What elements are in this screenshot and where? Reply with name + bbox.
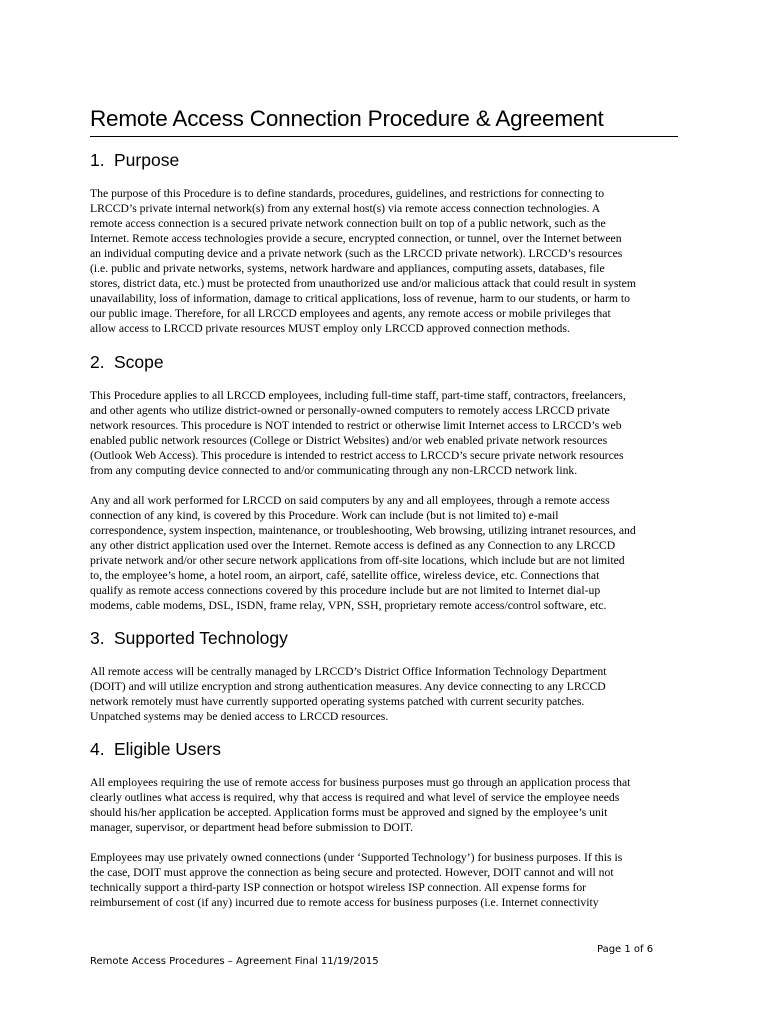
section-number: 2. — [90, 352, 105, 372]
paragraph — [90, 664, 606, 724]
section-heading-eligible-users — [90, 738, 221, 760]
paragraph-line: unavailability, loss of information, damage to critical applications, loss of revenue, harm to our students, or harm to — [90, 292, 630, 306]
paragraph-line: allow access to LRCCD private resources MUST employ only LRCCD approved connection methods. — [90, 322, 570, 336]
section-title: Scope — [114, 352, 164, 372]
section-heading-purpose — [90, 149, 179, 171]
section-title: Eligible Users — [114, 739, 221, 759]
paragraph-line: an individual computing device and a private network (such as the LRCCD private network). LRCCD’s resources — [90, 247, 623, 261]
paragraph-line: Internet. Remote access technologies provide a secure, encrypted connection, or tunnel, over the Internet between — [90, 232, 622, 246]
paragraph-line: LRCCD’s private internal network(s) from any external host(s) via remote access connection technologies. A — [90, 202, 601, 216]
paragraph — [90, 186, 636, 336]
paragraph-line: the case, DOIT must approve the connection as being secure and protected. However, DOIT cannot and will not — [90, 866, 614, 880]
paragraph-line: enabled public network resources (College or District Websites) and/or web enabled private network resources — [90, 434, 608, 448]
paragraph-line: Employees may use privately owned connections (under ‘Supported Technology’) for business purposes. If this is — [90, 851, 623, 864]
paragraph-line: network resources. This procedure is NOT intended to restrict or otherwise limit Internet access to LRCCD’s web — [90, 419, 622, 433]
paragraph-line: clearly outlines what access is required, why that access is required and what level of service the employee needs — [90, 791, 620, 805]
paragraph — [90, 775, 630, 835]
paragraph-line: our public image. Therefore, for all LRCCD employees and agents, any remote access or mobile privileges that — [90, 307, 611, 321]
paragraph-line: Unpatched systems may be denied access to LRCCD resources. — [90, 710, 389, 724]
paragraph-line: and other agents who utilize district-owned or personally-owned computers to remotely access LRCCD private — [90, 404, 610, 418]
section-number: 1. — [90, 150, 105, 170]
paragraph-line: The purpose of this Procedure is to define standards, procedures, guidelines, and restrictions for connecting to — [90, 187, 605, 200]
paragraph-line: Any and all work performed for LRCCD on said computers by any and all employees, through a remote access — [90, 494, 610, 507]
paragraph-line: (Outlook Web Access). This procedure is intended to restrict access to LRCCD’s secure private network resources — [90, 449, 624, 463]
paragraph-line: technically support a third-party ISP connection or hotspot wireless ISP connection. All expense forms for — [90, 881, 587, 895]
paragraph — [90, 850, 622, 910]
document-title: Remote Access Connection Procedure & Agreement — [90, 104, 678, 137]
paragraph-line: manager, supervisor, or department head before submission to DOIT. — [90, 821, 414, 835]
paragraph-line: from any computing device connected to and/or communicating through any non-LRCCD network link. — [90, 464, 578, 478]
paragraph-line: private network and/or other secure network applications from off-site locations, which include but are not limited — [90, 554, 625, 568]
paragraph-line: All remote access will be centrally managed by LRCCD’s District Office Information Technology Department — [90, 665, 607, 678]
paragraph-line: reimbursement of cost (if any) incurred due to remote access for business purposes (i.e. Internet connectivity — [90, 896, 599, 910]
paragraph-line: connection of any kind, is covered by this Procedure. Work can include (but is not limited to) e-mail — [90, 509, 559, 523]
paragraph-line: (i.e. public and private networks, systems, network hardware and appliances, computing assets, databases, file — [90, 262, 605, 276]
section-title: Supported Technology — [114, 628, 288, 648]
section-number: 3. — [90, 628, 105, 648]
paragraph-line: modems, cable modems, DSL, ISDN, frame relay, VPN, SSH, proprietary remote access/control software, etc. — [90, 599, 607, 613]
paragraph-line: any other district application used over the Internet. Remote access is defined as any Connection to any LRCCD — [90, 539, 616, 553]
section-title: Purpose — [114, 150, 180, 170]
section-number: 4. — [90, 739, 105, 759]
paragraph-line: stores, district data, etc.) must be protected from unauthorized use and/or malicious attack that could result in system — [90, 277, 636, 291]
paragraph-line: All employees requiring the use of remote access for business purposes must go through an application process that — [90, 776, 631, 789]
paragraph-line: should his/her application be accepted. Application forms must be approved and signed by the employee’s unit — [90, 806, 608, 820]
section-heading-supported-technology — [90, 627, 288, 649]
paragraph-line: remote access connection is a secured private network connection built on top of a public network, such as the — [90, 217, 606, 231]
paragraph — [90, 388, 626, 478]
paragraph-line: to, the employee’s home, a hotel room, an airport, café, satellite office, wireless device, etc. Connections that — [90, 569, 600, 583]
paragraph-line: (DOIT) and will utilize encryption and strong authentication measures. Any device connecting to any LRCCD — [90, 680, 606, 694]
footer-text: Remote Access Procedures – Agreement Final 11/19/2015 — [90, 956, 379, 967]
paragraph-line: This Procedure applies to all LRCCD employees, including full-time staff, part-time staff, contractors, freelancers, — [90, 389, 626, 402]
page-number: Page 1 of 6 — [597, 944, 654, 955]
section-heading-scope — [90, 351, 164, 373]
paragraph-line: qualify as remote access connections covered by this procedure include but are not limited to Internet dial-up — [90, 584, 601, 598]
paragraph-line: correspondence, system inspection, maintenance, or troubleshooting, Web browsing, utilizing intranet resources, and — [90, 524, 636, 538]
paragraph — [90, 493, 636, 613]
paragraph-line: network remotely must have currently supported operating systems patched with current security patches. — [90, 695, 585, 709]
